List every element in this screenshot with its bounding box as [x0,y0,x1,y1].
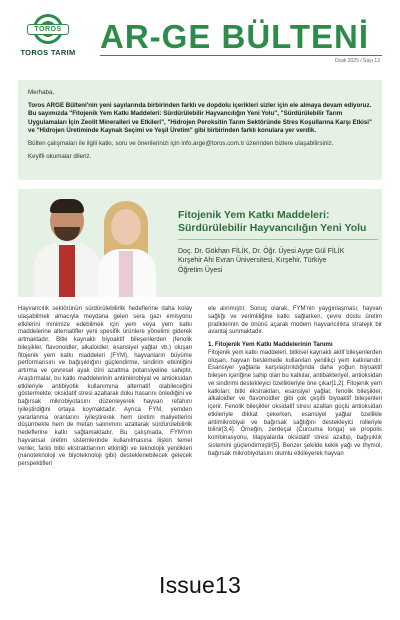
newsletter-header [0,0,400,66]
article-authors-block [178,247,378,275]
author-photo-female [96,201,160,297]
intro-greeting: Merhaba, [28,89,55,96]
article-header [18,189,382,297]
issue-date: Ocak 2025 / Sayı 13 [334,58,380,64]
article-affiliation: Kırşehir Ahi Evran Üniversitesi, Kırşehir, Türkiye [178,257,327,265]
article-title: Fitojenik Yem Katkı Maddeleri: Sürdürülebilir Hayvancılığın Yeni Yolu [178,209,367,234]
section-paragraph: Fitojenik yem katkı maddeleri, bitkisel kaynaklı aktif bileşenlerden oluşan, hayvan beslemede kullanılan yenilikçi yem katkılarıdır. Esansiyel yağlarla karşılaştırıldığında daha yoğun biyoaktif bileşen içeriğine sahip olan bu katkılar, antibakteriyel, antioksidan ve sindirimi destekleyici özellikleriyle öne çıkar[1,2]. Fitojenik yem katkıları; bitki ekstraktları, esansiyel yağlar, fenolik bileşikler, alkaloidler ve flavonoidler gibi çok çeşitli biyoaktif bileşenleri içerir. Fenolik bileşikler oksidatif stresi azaltan güçlü antioksidan etkileriyle dikkat çekerken, esansiyel yağlar özellikle antimikrobiyal ve bağırsak sağlığını destekleyici rolleriyle bilinir[3,4]. Örneğin, zerdeçal (Curcuma longa) ve propolis kombinasyonu, tilapyalarda oksidatif stresi azaltıp, bağışıklık sistemini güçlendirmiştir[5]. Benzer şekilde kekik yağı ve thymol, bağırsak mikrobiyotasını olumlu etkileyerek hayvan [208,349,382,457]
abstract-paragraph: Hayvancılık sektörünün sürdürülebilirlik hedeflerine daha kolay ulaşabilmek amacıyla meydana gelen sera gazı emisyonu etkilerini minimize edebilmek için yem veya yem katkı maddelerine alternatifler yeni spesifik ürünlere yönelimi giderek artmaktadır. Bitki kaynaklı biyoaktif bileşenlerden (fenolik bileşikler, flavonoidler, alkaloidler, esansiyel yağlar vb.) oluşan fitojenik yem katkı maddeleri (FYM), hayvanların büyüme performansını ve bağışıklığını güçlendirme, sindirim etkinliğini artırma ve çevresel ayak izini azaltma potansiyeline sahiptir. Araştırmalar, bu katkı maddelerinin antimikrobiyal ve antioksidan etkileriyle antibiyotik kullanımına alternatif olabileceğini göstermekte; oksidatif stresi azaltarak doku hasarını önlediğini ve bağırsak mikrobiyotasını düzenleyerek hayvan refahını iyileştirdiğini ortaya koymaktadır. Ayrıca FYM, yemden yararlanma oranlarını iyileştirerek hem üretim maliyetlerini düşürmekte hem de metan salınımını azaltarak sürdürülebilirlik hedeflerine katkı sağlamaktadır. Bu çalışmada, FYM'nin hayvansal üretim sistemlerinde kullanılmasına ilişkin temel veriler, farklı bitki ekstraktlarının etkinliği ve teknolojik yenilikleri (nanoteknoloji ve biyoteknoloji gibi) desteklenebilecek gelecek perspektifleri [18,306,192,467]
issue-label: Issue13 [159,572,241,598]
intro-contact: Bülten çalışmaları ile ilgili katkı, soru ve önerilerinizi için info.arge@toros.com.tr üzerinden bizlere ulaşabilirsiniz. [28,139,334,147]
article-role: Öğretim Üyesi [178,266,223,274]
abstract-continuation: ele alınmıştır. Sonuç olarak, FYM'nin yaygınlaşması; hayvan sağlığı ve verimliliğine katkı sağlarken, çevre dostu üretim pratiklerinin de önünü açarak modern hayvancılıkta stratejik bir avantaj sunmaktadır. [208,306,382,336]
intro-closing: Keyifli okumalar dileriz. [28,152,92,160]
section-heading: 1. Fitojenik Yem Katkı Maddelerinin Tanımı [208,341,333,348]
article-authors: Doç. Dr. Gökhan FİLİK, Dr. Öğr. Üyesi Ayşe Gül FİLİK [178,248,345,255]
intro-panel [18,80,382,180]
article-column-left [18,306,192,473]
toros-logo-icon [33,14,63,44]
logo-badge-text: TOROS [27,24,69,35]
logo-caption: TOROS TARIM [20,48,76,57]
article-column-right [208,306,382,462]
title-divider [100,55,382,56]
newsletter-title: AR-GE BÜLTENİ [100,18,370,55]
author-photo-male [32,199,102,297]
article-body [18,306,382,528]
article-title-divider [178,239,378,240]
toros-logo [18,14,78,58]
authors-photo [24,195,164,297]
intro-body: Toros ARGE Bülteni'nin yeni sayılarında birbirinden farklı ve dopdolu içerikleri sizler için ele almaya devam ediyoruz. Bu sayımızda "Fitojenik Yem Katkı Maddeleri: Sürdürülebilir Hayvancılığın Yeni Yolu", "Sürdürülebilir Tarım Uygulamaları İçin Zeolit Mineralleri ve Etkileri", "Hidrojen Peroksitin Tarım Sektöründe Stres Koşullarına Karşı Etkisi" ve "Hidrojen Üretiminde Kaynak Seçimi ve Yeşil Üretim" gibi birbirinden farklı konulara yer verdik. [28,101,372,135]
